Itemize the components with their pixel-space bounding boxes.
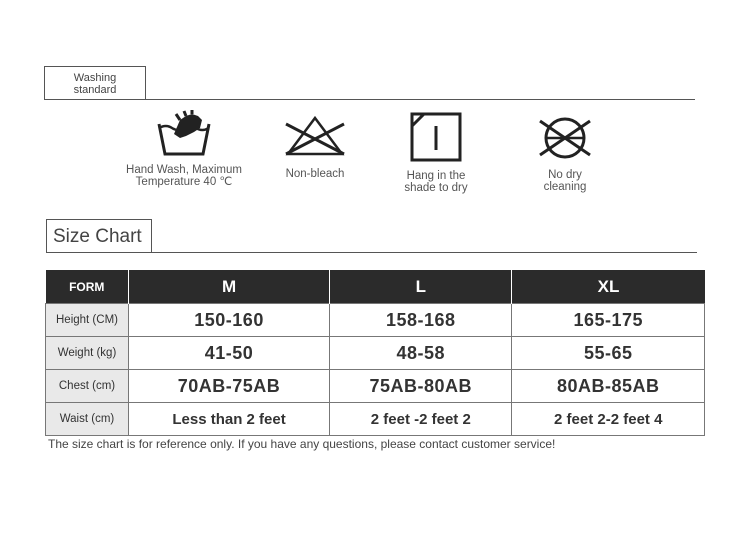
table-row-weight	[46, 337, 705, 370]
header-form: FORM	[46, 270, 129, 304]
washing-divider	[44, 99, 695, 100]
no-dry-clean-caption-line2: cleaning	[543, 181, 587, 193]
table-row-height	[46, 304, 705, 337]
size-chart-note: The size chart is for reference only. If you have any questions, please contact customer service!	[48, 437, 556, 451]
row-label-height: Height (CM)	[46, 304, 129, 337]
header-size-m: M	[129, 270, 330, 304]
size-chart-title: Size Chart	[53, 226, 142, 247]
cell-chest-l: 75AB-80AB	[330, 370, 512, 403]
cell-height-xl: 165-175	[512, 304, 705, 337]
cell-weight-l: 48-58	[330, 337, 512, 370]
no-dry-clean-caption-line1: No dry	[548, 169, 582, 181]
no-bleach-icon	[282, 114, 348, 158]
care-item-non-bleach	[270, 114, 360, 180]
hang-dry-caption-line1: Hang in the	[406, 170, 466, 182]
washing-label-line1: Washing	[73, 72, 117, 84]
cell-weight-xl: 55-65	[512, 337, 705, 370]
row-label-waist: Waist (cm)	[46, 403, 129, 436]
size-chart-label	[46, 219, 152, 253]
hang-dry-shade-icon	[410, 112, 462, 162]
cell-waist-l: 2 feet -2 feet 2	[330, 403, 512, 436]
washing-label-line2: standard	[73, 84, 117, 96]
care-item-hang-dry	[390, 112, 482, 194]
care-item-no-dry-clean	[520, 115, 610, 193]
table-row-waist	[46, 403, 705, 436]
row-label-chest: Chest (cm)	[46, 370, 129, 403]
header-size-xl: XL	[512, 270, 705, 304]
cell-chest-m: 70AB-75AB	[129, 370, 330, 403]
cell-chest-xl: 80AB-85AB	[512, 370, 705, 403]
table-row-chest	[46, 370, 705, 403]
hand-wash-caption-line1: Hand Wash, Maximum	[126, 164, 242, 176]
hand-wash-icon	[156, 110, 212, 158]
header-size-l: L	[330, 270, 512, 304]
cell-waist-xl: 2 feet 2-2 feet 4	[512, 403, 705, 436]
no-dry-clean-icon	[537, 115, 593, 161]
non-bleach-caption: Non-bleach	[285, 168, 345, 180]
size-chart-table	[45, 270, 705, 436]
cell-height-l: 158-168	[330, 304, 512, 337]
care-item-hand-wash	[118, 110, 250, 188]
cell-weight-m: 41-50	[129, 337, 330, 370]
table-header-row	[46, 270, 705, 304]
cell-height-m: 150-160	[129, 304, 330, 337]
cell-waist-m: Less than 2 feet	[129, 403, 330, 436]
size-chart-divider	[46, 252, 697, 253]
washing-standard-label	[44, 66, 146, 100]
hand-wash-caption-line2: Temperature 40 ℃	[135, 176, 233, 188]
hang-dry-caption-line2: shade to dry	[404, 182, 468, 194]
row-label-weight: Weight (kg)	[46, 337, 129, 370]
